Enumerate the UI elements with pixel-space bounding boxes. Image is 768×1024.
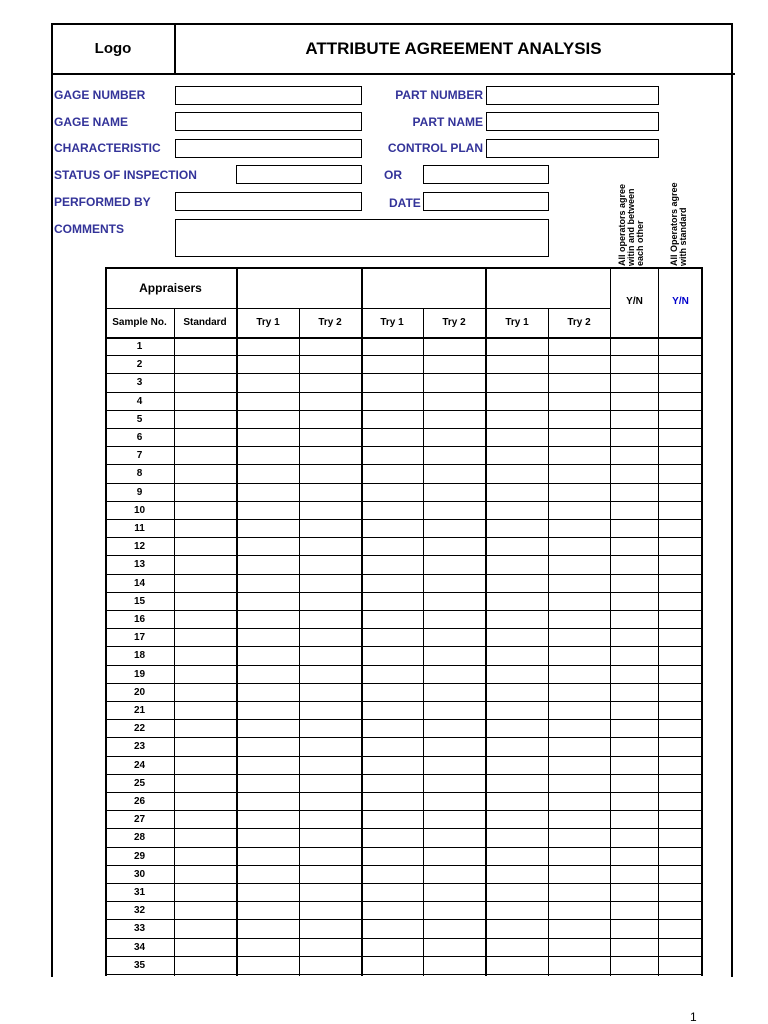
sample-number: 7 xyxy=(136,450,143,462)
grid-row-line xyxy=(105,665,703,666)
control-plan-field[interactable] xyxy=(486,139,659,158)
appraiser-a-try1-header: Try 1 xyxy=(256,317,280,328)
grid-row-line xyxy=(105,847,703,848)
appraiser-b-try1-header: Try 1 xyxy=(380,317,404,328)
sample-number: 35 xyxy=(133,959,146,971)
gage-name-label: GAGE NAME xyxy=(54,115,129,129)
grid-row-line xyxy=(105,683,703,684)
grid-row-line xyxy=(105,828,703,829)
sample-number: 12 xyxy=(133,541,146,553)
characteristic-field[interactable] xyxy=(175,139,362,158)
sample-number: 14 xyxy=(133,577,146,589)
page-number: 1 xyxy=(690,1010,697,1024)
sample-number: 18 xyxy=(133,650,146,662)
header-divider xyxy=(51,73,735,75)
grid-row-line xyxy=(105,883,703,884)
date-field[interactable] xyxy=(423,192,549,211)
sample-number: 19 xyxy=(133,668,146,680)
grid-row-line xyxy=(105,446,703,447)
yn-header-standard: Y/N xyxy=(672,296,689,307)
or-field[interactable] xyxy=(423,165,549,184)
grid-top-border xyxy=(105,267,703,269)
sample-number: 5 xyxy=(136,413,143,425)
grid-row-line xyxy=(105,774,703,775)
grid-row-line xyxy=(105,410,703,411)
sample-number: 29 xyxy=(133,850,146,862)
sample-number: 1 xyxy=(136,341,143,352)
grid-row-line xyxy=(105,373,703,374)
sample-number: 26 xyxy=(133,796,146,807)
grid-row-line xyxy=(105,701,703,702)
performed-by-label: PERFORMED BY xyxy=(54,195,151,209)
grid-row-line xyxy=(105,719,703,720)
sample-number: 2 xyxy=(136,359,143,371)
grid-row-line xyxy=(105,865,703,866)
sample-number: 10 xyxy=(133,504,146,516)
sample-number: 9 xyxy=(136,486,143,498)
part-number-label: PART NUMBER xyxy=(395,88,483,102)
sample-number: 8 xyxy=(136,468,143,480)
gage-number-label: GAGE NUMBER xyxy=(54,88,146,102)
sample-number: 17 xyxy=(133,632,146,644)
sample-number: 23 xyxy=(133,741,146,753)
grid-right-border xyxy=(701,267,703,976)
grid-row-line xyxy=(105,519,703,520)
grid-row-line xyxy=(105,483,703,484)
yn-header-between: Y/N xyxy=(626,296,643,307)
status-of-inspection-field[interactable] xyxy=(236,165,362,184)
characteristic-label: CHARACTERISTIC xyxy=(54,141,161,155)
grid-row-line xyxy=(105,974,703,975)
sample-number: 16 xyxy=(133,614,146,625)
grid-col-line xyxy=(236,267,238,976)
agree-standard-header: All Operators agree with standard xyxy=(669,182,688,266)
grid-row-line xyxy=(105,464,703,465)
part-number-field[interactable] xyxy=(486,86,659,105)
grid-col-line xyxy=(361,267,363,976)
grid-header-bottom xyxy=(105,337,703,339)
sample-number: 20 xyxy=(133,686,146,698)
grid-col-line xyxy=(485,267,487,976)
grid-row-line xyxy=(105,810,703,811)
appraiser-c-try1-header: Try 1 xyxy=(505,317,529,328)
sample-number: 4 xyxy=(136,395,143,407)
grid-row-line xyxy=(105,574,703,575)
comments-field[interactable] xyxy=(175,219,549,257)
page-title: ATTRIBUTE AGREEMENT ANALYSIS xyxy=(305,39,602,58)
grid-row-line xyxy=(105,555,703,556)
sample-number: 3 xyxy=(136,377,143,389)
grid-row-line xyxy=(105,956,703,957)
grid-row-line xyxy=(105,792,703,793)
data-table xyxy=(105,267,703,976)
sample-number: 21 xyxy=(133,705,146,716)
appraiser-c-try2-header: Try 2 xyxy=(567,317,591,328)
grid-row-line xyxy=(105,756,703,757)
grid-col-line xyxy=(423,308,424,976)
sample-number: 33 xyxy=(133,923,146,935)
grid-col-line xyxy=(658,267,659,976)
gage-name-field[interactable] xyxy=(175,112,362,131)
sample-number: 24 xyxy=(133,759,146,771)
appraisers-header: Appraisers xyxy=(139,281,202,295)
grid-row-line xyxy=(105,901,703,902)
grid-col-line xyxy=(174,308,175,976)
sample-no-header: Sample No. xyxy=(112,317,167,328)
sample-number: 28 xyxy=(133,832,146,844)
grid-row-line xyxy=(105,610,703,611)
grid-row-line xyxy=(105,646,703,647)
part-name-label: PART NAME xyxy=(412,115,483,129)
grid-header-mid-line xyxy=(105,308,611,309)
grid-row-line xyxy=(105,592,703,593)
grid-row-line xyxy=(105,501,703,502)
agree-between-header: All operators agree witin and between each other xyxy=(617,183,645,266)
sample-number: 13 xyxy=(133,559,146,571)
sample-number: 34 xyxy=(133,941,146,953)
grid-row-line xyxy=(105,537,703,538)
sample-number: 27 xyxy=(133,814,146,826)
sample-number: 22 xyxy=(133,723,146,735)
grid-row-line xyxy=(105,737,703,738)
grid-col-line xyxy=(548,308,549,976)
grid-row-line xyxy=(105,355,703,356)
comments-label: COMMENTS xyxy=(54,222,124,236)
part-name-field[interactable] xyxy=(486,112,659,131)
appraiser-a-try2-header: Try 2 xyxy=(318,317,342,328)
appraiser-b-try2-header: Try 2 xyxy=(442,317,466,328)
sample-number: 15 xyxy=(133,595,146,607)
sample-number: 25 xyxy=(133,777,146,789)
or-label: OR xyxy=(384,168,402,182)
grid-row-line xyxy=(105,938,703,939)
logo: Logo xyxy=(94,40,132,57)
control-plan-label: CONTROL PLAN xyxy=(387,141,483,155)
standard-header: Standard xyxy=(183,317,227,328)
sample-number: 31 xyxy=(133,887,146,898)
grid-row-line xyxy=(105,919,703,920)
sample-number: 11 xyxy=(134,523,145,534)
sample-number: 30 xyxy=(133,868,146,880)
grid-row-line xyxy=(105,392,703,393)
performed-by-field[interactable] xyxy=(175,192,362,211)
grid-row-line xyxy=(105,428,703,429)
sample-number: 32 xyxy=(133,905,146,917)
grid-col-line xyxy=(299,308,300,976)
sample-number: 6 xyxy=(136,432,143,443)
gage-number-field[interactable] xyxy=(175,86,362,105)
date-label: DATE xyxy=(389,196,421,210)
grid-col-line xyxy=(610,267,611,976)
grid-row-line xyxy=(105,628,703,629)
status-of-inspection-label: STATUS OF INSPECTION xyxy=(54,168,197,182)
